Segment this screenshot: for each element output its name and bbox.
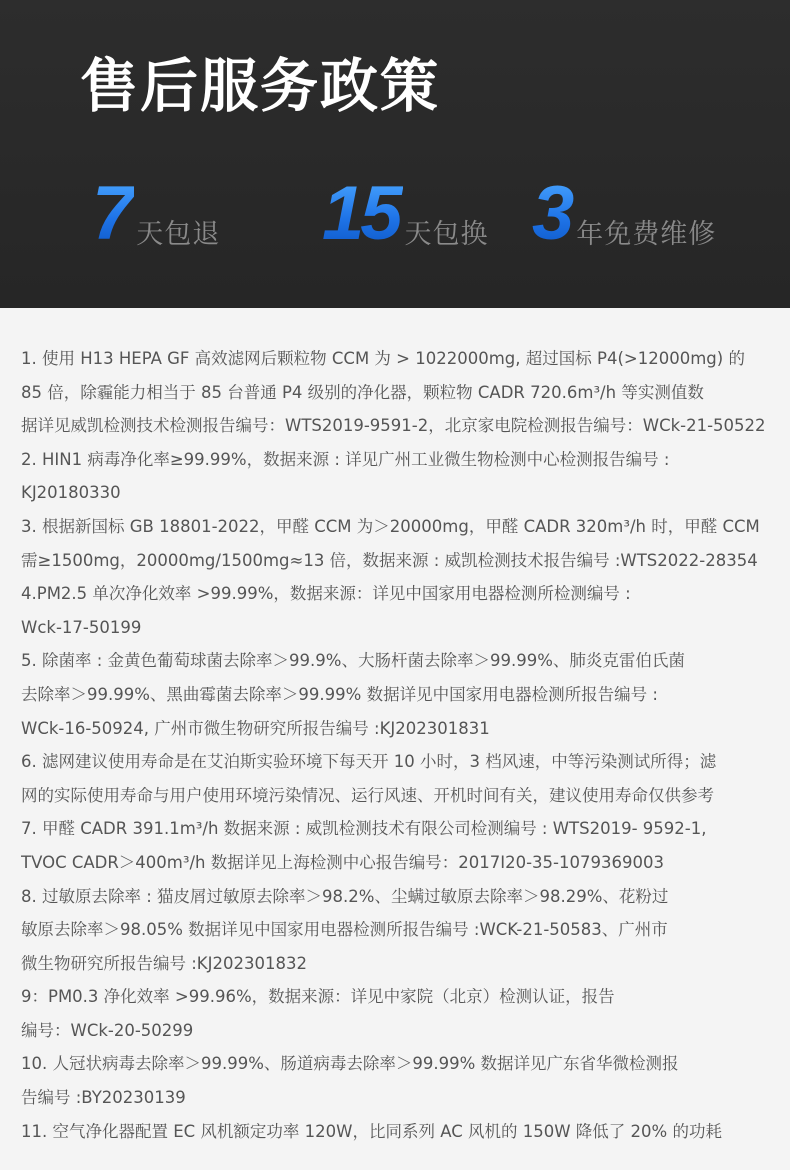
footnote-line: 85 倍，除霾能力相当于 85 台普通 P4 级别的净化器，颗粒物 CADR 720.6m³/h 等实测值数 <box>21 382 704 402</box>
footnote-line: 需≥1500mg，20000mg/1500mg≈13 倍，数据来源 : 威凯检测技术报告编号 :WTS2022-28354 <box>21 550 758 570</box>
footnote-line: 7. 甲醛 CADR 391.1m³/h 数据来源 : 威凯检测技术有限公司检测编号 : WTS2019- 9592-1, <box>21 819 707 839</box>
footnote-line: KJ20180330 <box>21 483 121 503</box>
stat-exchange-number: 15 <box>322 176 403 252</box>
stat-exchange-label: 天包换 <box>404 219 489 250</box>
footnote-line: 据详见威凯检测技术检测报告编号：WTS2019-9591-2，北京家电院检测报告编号：WCk-21-50522 <box>21 416 766 436</box>
footnote-line: 8. 过敏原去除率 : 猫皮屑过敏原去除率＞98.2%、尘螨过敏原去除率＞98.29%、花粉过 <box>21 886 669 906</box>
footnote-line: 告编号 :BY20230139 <box>21 1088 186 1108</box>
footnote-line: 编号：WCk-20-50299 <box>21 1020 194 1040</box>
footnote-line: 6. 滤网建议使用寿命是在艾泊斯实验环境下每天开 10 小时，3 档风速，中等污染测试所得；滤 <box>21 752 717 772</box>
footnote-line: 10. 人冠状病毒去除率＞99.99%、肠道病毒去除率＞99.99% 数据详见广东省华微检测报 <box>21 1054 679 1074</box>
footnote-line: 微生物研究所报告编号 :KJ202301832 <box>21 953 307 973</box>
footnotes-list <box>21 342 773 1148</box>
stat-return-number: 7 <box>92 176 134 252</box>
footnote-line: 11. 空气净化器配置 EC 风机额定功率 120W，比同系列 AC 风机的 150W 降低了 20% 的功耗 <box>21 1121 722 1141</box>
stat-exchange <box>322 171 489 256</box>
stat-repair-label: 年免费维修 <box>576 219 717 250</box>
footnotes-section <box>0 308 790 1170</box>
footnote-line: Wck-17-50199 <box>21 617 142 637</box>
footnote-line: 网的实际使用寿命与用户使用环境污染情况、运行风速、开机时间有关，建议使用寿命仅供参考 <box>21 785 714 805</box>
footnote-line: 3. 根据新国标 GB 18801-2022，甲醛 CCM 为＞20000mg，甲醛 CADR 320m³/h 时，甲醛 CCM <box>21 516 760 536</box>
footnote-line: 9：PM0.3 净化效率 >99.96%，数据来源：详见中家院（北京）检测认证，报告 <box>21 987 615 1007</box>
page-title: 售后服务政策 <box>80 52 441 120</box>
stat-return-label: 天包退 <box>136 219 221 250</box>
footnote-line: WCk-16-50924, 广州市微生物研究所报告编号 :KJ202301831 <box>21 718 490 738</box>
footnote-line: 1. 使用 H13 HEPA GF 高效滤网后颗粒物 CCM 为 > 1022000mg, 超过国标 P4(>12000mg) 的 <box>21 349 745 368</box>
stat-repair <box>532 171 717 256</box>
footnote-line: 5. 除菌率 : 金黄色葡萄球菌去除率＞99.9%、大肠杆菌去除率＞99.99%、肺炎克雷伯氏菌 <box>21 651 685 671</box>
stat-return <box>92 171 221 256</box>
footnote-line: 敏原去除率＞98.05% 数据详见中国家用电器检测所报告编号 :WCK-21-50583、广州市 <box>21 920 668 940</box>
hero-banner <box>0 0 790 308</box>
stat-repair-number: 3 <box>532 176 574 252</box>
footnote-line: 2. HIN1 病毒净化率≥99.99%，数据来源 : 详见广州工业微生物检测中心检测报告编号 : <box>21 449 670 469</box>
footnote-line: 4.PM2.5 单次净化效率 >99.99%，数据来源：详见中国家用电器检测所检测编号 : <box>21 584 631 604</box>
footnote-line: 去除率＞99.99%、黑曲霉菌去除率＞99.99% 数据详见中国家用电器检测所报告编号 : <box>21 684 658 704</box>
footnote-line: TVOC CADR＞400m³/h 数据详见上海检测中心报告编号：2017I20-35-1079369003 <box>21 852 664 872</box>
